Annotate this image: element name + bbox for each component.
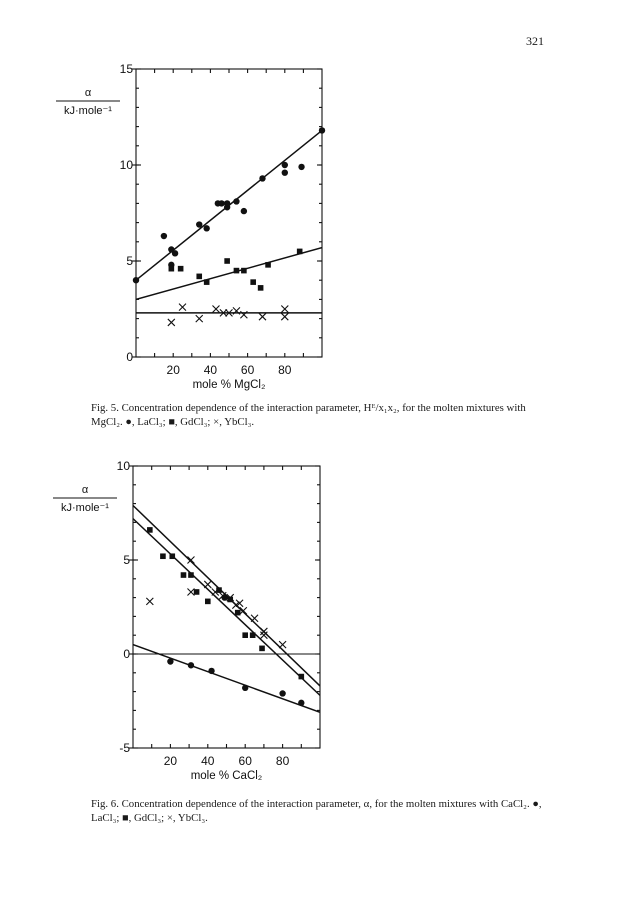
y-tick-label: 0 [126, 350, 133, 364]
x-tick-label: 80 [278, 363, 292, 377]
data-point-circle [172, 250, 178, 256]
data-point-cross [196, 315, 203, 322]
figure-5-chart [0, 60, 624, 395]
data-point-cross [204, 581, 211, 588]
data-point-square [178, 266, 184, 272]
x-axis-label: mole % CaCl₂ [190, 770, 263, 782]
y-tick-label: 0 [123, 647, 130, 661]
x-tick-label: 60 [238, 754, 252, 768]
data-point-cross [260, 628, 267, 635]
y-tick-label: 5 [126, 254, 133, 268]
data-point-circle [279, 690, 285, 696]
data-point-cross [212, 306, 219, 313]
data-point-square [250, 279, 256, 285]
data-point-circle [224, 200, 230, 206]
data-point-cross [281, 306, 288, 313]
data-point-circle [259, 175, 265, 181]
y-tick-label: 10 [119, 158, 133, 172]
fit-line-square [136, 248, 322, 300]
data-point-square [224, 258, 230, 264]
y-axis-label-denominator: kJ·mole⁻¹ [61, 502, 109, 514]
x-tick-label: 40 [203, 363, 218, 377]
data-point-square [265, 262, 271, 268]
data-point-square [169, 553, 175, 559]
y-tick-label: 5 [123, 553, 130, 567]
data-point-circle [282, 169, 288, 175]
data-point-square [297, 249, 303, 255]
data-point-square [234, 268, 240, 274]
data-point-circle [282, 162, 288, 168]
y-axis-label-numerator: α [84, 87, 92, 99]
fit-line-circle [133, 645, 320, 713]
data-point-square [160, 553, 166, 559]
data-point-cross [259, 313, 266, 320]
data-point-square [147, 527, 153, 533]
data-point-square [241, 268, 247, 274]
data-point-square [258, 285, 264, 291]
data-point-circle [233, 198, 239, 204]
data-point-cross [146, 598, 153, 605]
data-point-square [188, 572, 194, 578]
data-point-square [235, 610, 241, 616]
x-tick-label: 20 [166, 363, 180, 377]
figure-6-chart [0, 455, 624, 785]
data-point-cross [168, 319, 175, 326]
data-point-square [204, 279, 210, 285]
fit-line-square [133, 519, 320, 696]
y-tick-label: -5 [119, 741, 130, 755]
data-point-circle [196, 221, 202, 227]
data-point-square [194, 589, 200, 595]
y-tick-label: 15 [119, 62, 133, 76]
y-axis-label-denominator: kJ·mole⁻¹ [64, 105, 112, 117]
data-point-square [242, 632, 248, 638]
data-point-cross [187, 588, 194, 595]
data-point-square [299, 674, 305, 680]
data-point-circle [188, 662, 194, 668]
figure-5-caption: Fig. 5. Concentration dependence of the interaction parameter, Hᴱ/x₁x₂, for the molten mixtures with MgCl₂. ●, LaCl₃; ■, GdCl₃; ×, YbCl₃. [91, 402, 526, 428]
page-number: 321 [526, 34, 544, 48]
data-point-cross [240, 607, 247, 614]
y-axis-label-numerator: α [81, 484, 89, 496]
data-point-circle [298, 164, 304, 170]
data-point-circle [218, 200, 224, 206]
data-point-circle [208, 668, 214, 674]
data-point-square [250, 632, 256, 638]
y-tick-label: 10 [116, 459, 130, 473]
data-point-square [181, 572, 187, 578]
x-axis-label: mole % MgCl₂ [192, 379, 266, 391]
data-point-circle [167, 658, 173, 664]
x-tick-label: 60 [240, 363, 255, 377]
data-point-cross [179, 304, 186, 311]
x-tick-label: 80 [275, 754, 290, 768]
data-point-cross [281, 313, 288, 320]
data-point-circle [319, 127, 325, 133]
plot-frame [136, 69, 322, 357]
figure-6-caption: Fig. 6. Concentration dependence of the interaction parameter, α, for the molten mixtures with CaCl₂. ●, LaCl₃; ■, GdCl₃; ×, YbCl₃. [91, 798, 542, 824]
x-tick-label: 20 [163, 754, 178, 768]
data-point-cross [251, 615, 258, 622]
data-point-square [205, 599, 211, 605]
x-tick-label: 40 [201, 754, 215, 768]
data-point-square [259, 646, 265, 652]
data-point-circle [161, 233, 167, 239]
data-point-square [196, 274, 202, 280]
data-point-circle [241, 208, 247, 214]
data-point-circle [242, 685, 248, 691]
data-point-circle [203, 225, 209, 231]
data-point-square [169, 266, 175, 272]
data-point-circle [298, 700, 304, 706]
data-point-cross [279, 641, 286, 648]
data-point-circle [133, 277, 139, 283]
